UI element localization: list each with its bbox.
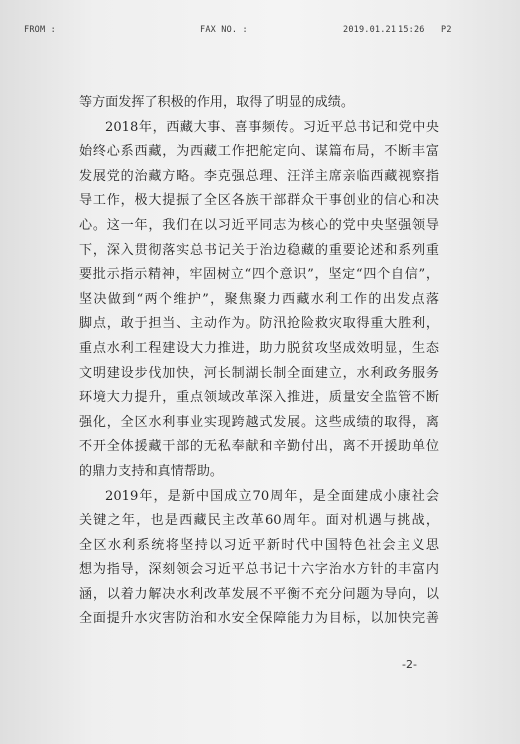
text-line: 始终心系西藏，为西藏工作把舵定向、谋篇布局，不断丰富 xyxy=(79,144,439,160)
text-line: 脚点，敢于担当、主动作为。防汛抢险救灾取得重大胜利， xyxy=(79,316,439,332)
text-line: 想为指导，深刻领会习近平总书记十六字治水方针的丰富内 xyxy=(79,562,439,578)
fax-from-label: FROM : xyxy=(24,25,56,35)
text-line: 关键之年，也是西藏民主改革60周年。面对机遇与挑战， xyxy=(79,513,439,529)
page-number: -2- xyxy=(402,658,417,671)
text-line: 下，深入贯彻落实总书记关于治边稳藏的重要论述和系列重 xyxy=(79,242,439,258)
fax-time: 15:26 xyxy=(398,25,425,35)
paragraph-start-line: 2018年，西藏大事、喜事频传。习近平总书记和党中央 xyxy=(105,119,439,135)
fax-page-indicator: P2 xyxy=(441,25,452,35)
text-line: 全面提升水灾害防治和水安全保障能力为目标，以加快完善 xyxy=(79,611,439,627)
text-line: 等方面发挥了积极的作用，取得了明显的成绩。 xyxy=(79,95,354,110)
text-line: 重点水利工程建设大力推进，助力脱贫攻坚成效明显，生态 xyxy=(79,340,439,356)
fax-date: 2019.01.21 xyxy=(343,25,397,35)
text-line: 环境大力提升，重点领域改革深入推进，质量安全监管不断 xyxy=(79,390,439,406)
text-line: 坚决做到“两个维护”，聚焦聚力西藏水利工作的出发点落 xyxy=(79,291,439,307)
text-line: 发展党的治藏方略。李克强总理、汪洋主席亲临西藏视察指 xyxy=(79,168,439,184)
document-body xyxy=(79,91,439,632)
text-line: 强化，全区水利事业实现跨越式发展。这些成绩的取得，离 xyxy=(79,414,439,430)
text-line: 的鼎力支持和真情帮助。 xyxy=(79,463,224,479)
text-line: 涵，以着力解决水利改革发展不平衡不充分问题为导向，以 xyxy=(79,586,439,602)
text-line: 心。这一年，我们在以习近平同志为核心的党中央坚强领导 xyxy=(79,217,439,233)
paragraph-start-line: 2019年，是新中国成立70周年，是全面建成小康社会 xyxy=(105,488,439,504)
fax-header xyxy=(0,25,520,39)
text-line: 不开全体援藏干部的无私奉献和辛勤付出，离不开援助单位 xyxy=(79,439,439,455)
text-line: 文明建设步伐加快，河长制湖长制全面建立，水利政务服务 xyxy=(79,365,439,381)
fax-number-label: FAX NO. : xyxy=(200,25,248,35)
text-line: 导工作，极大提振了全区各族干部群众干事创业的信心和决 xyxy=(79,193,439,209)
text-line: 全区水利系统将坚持以习近平新时代中国特色社会主义思 xyxy=(79,537,439,553)
text-line: 要批示指示精神，牢固树立“四个意识”，坚定“四个自信”， xyxy=(79,267,439,283)
